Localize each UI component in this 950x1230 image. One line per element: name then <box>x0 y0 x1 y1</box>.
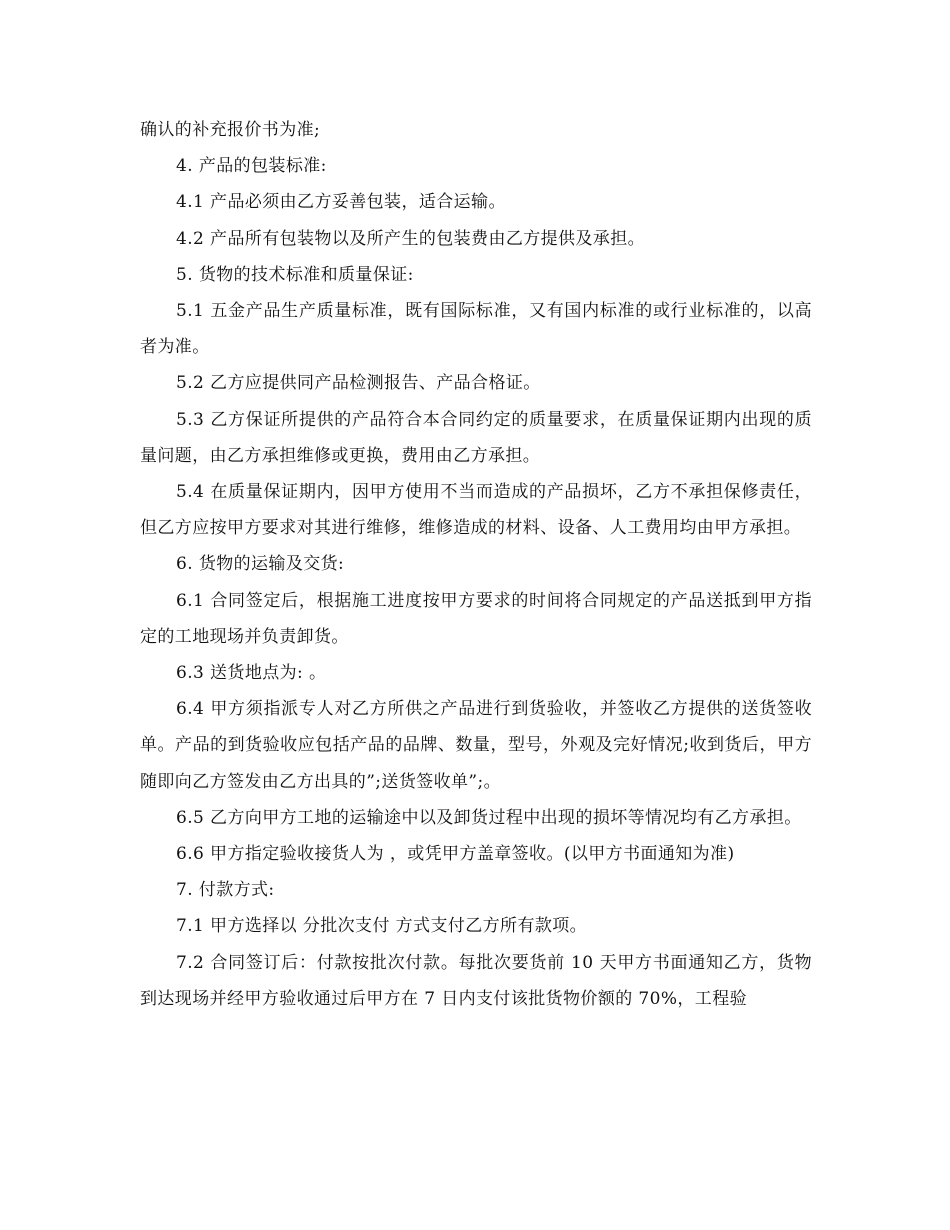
paragraph: 6.4 甲方须指派专人对乙方所供之产品进行到货验收，并签收乙方提供的送货签收单。产品的到货验收应包括产品的品牌、数量，型号，外观及完好情况;收到货后，甲方随即向乙方签发由乙方出具的”;送货签收单”;。 <box>140 699 812 792</box>
document-body <box>140 112 812 1017</box>
paragraph: 确认的补充报价书为准; <box>140 120 321 140</box>
paragraph: 6.3 送货地点为: 。 <box>176 663 327 684</box>
paragraph: 6. 货物的运输及交货: <box>176 554 345 575</box>
paragraph: 5.4 在质量保证期内，因甲方使用不当而造成的产品损坏，乙方不承担保修责任，但乙方应按甲方要求对其进行维修，维修造成的材料、设备、人工费用均由甲方承担。 <box>140 482 812 539</box>
paragraph: 4.2 产品所有包装物以及所产生的包装费由乙方提供及承担。 <box>176 228 646 249</box>
paragraph: 5.2 乙方应提供同产品检测报告、产品合格证。 <box>176 373 541 394</box>
paragraph: 7. 付款方式: <box>176 880 275 901</box>
paragraph: 7.2 合同签订后：付款按批次付款。每批次要货前 10 天甲方书面通知乙方，货物到达现场并经甲方验收通过后甲方在 7 日内支付该批货物价额的 70%，工程验 <box>140 952 812 1009</box>
paragraph: 6.1 合同签定后，根据施工进度按甲方要求的时间将合同规定的产品送抵到甲方指定的工地现场并负责卸货。 <box>140 590 812 647</box>
paragraph: 6.6 甲方指定验收接货人为 ，或凭甲方盖章签收。(以甲方书面通知为准) <box>176 844 735 865</box>
paragraph: 5. 货物的技术标准和质量保证: <box>176 264 414 285</box>
paragraph: 5.3 乙方保证所提供的产品符合本合同约定的质量要求，在质量保证期内出现的质量问题，由乙方承担维修或更换，费用由乙方承担。 <box>140 409 812 466</box>
paragraph: 4.1 产品必须由乙方妥善包装，适合运输。 <box>176 192 506 213</box>
paragraph: 6.5 乙方向甲方工地的运输途中以及卸货过程中出现的损坏等情况均有乙方承担。 <box>176 807 802 828</box>
paragraph: 4. 产品的包装标准: <box>176 156 327 177</box>
paragraph: 5.1 五金产品生产质量标准，既有国际标准，又有国内标准的或行业标准的，以高者为准。 <box>140 301 812 358</box>
paragraph: 7.1 甲方选择以 分批次支付 方式支付乙方所有款项。 <box>176 916 588 937</box>
